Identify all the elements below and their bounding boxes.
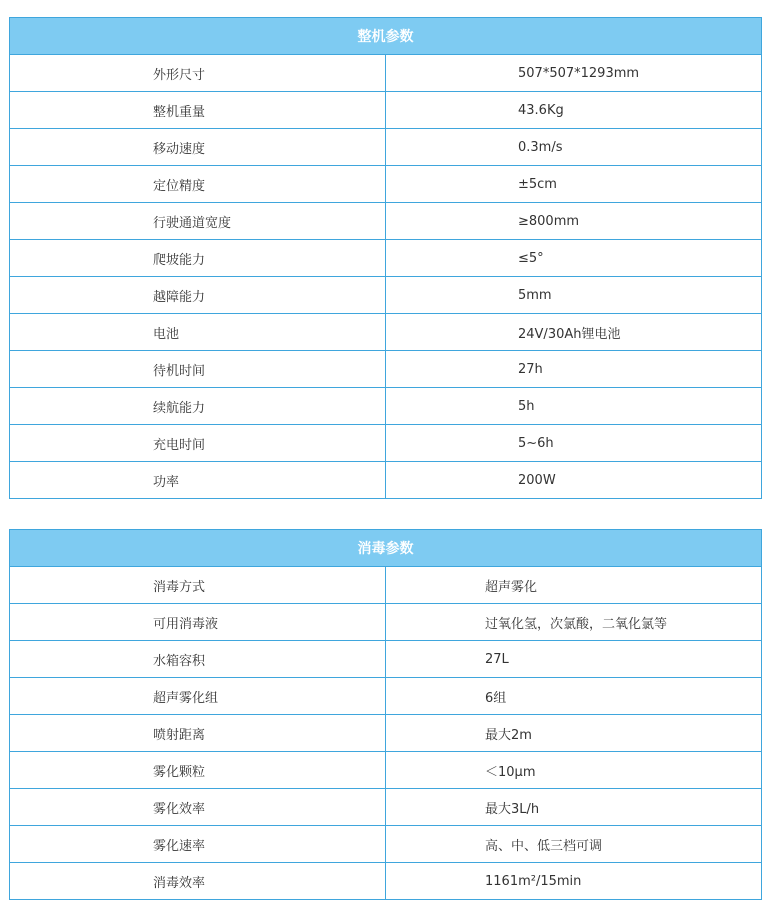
spec-label: 越障能力 (10, 277, 386, 314)
spec-value: ≥800mm (386, 203, 762, 240)
table-row (10, 314, 762, 351)
machine-spec-table (9, 17, 762, 499)
spec-value: 高、中、低三档可调 (386, 826, 762, 863)
spec-value: ＜10μm (386, 752, 762, 789)
spec-label: 喷射距离 (10, 715, 386, 752)
table-header-row (10, 530, 762, 567)
table-row (10, 166, 762, 203)
spec-label: 超声雾化组 (10, 678, 386, 715)
table-header-row (10, 18, 762, 55)
spec-label: 爬坡能力 (10, 240, 386, 277)
spec-value: 24V/30Ah锂电池 (386, 314, 762, 351)
spec-label: 待机时间 (10, 351, 386, 388)
spec-value: 5~6h (386, 425, 762, 462)
table-row (10, 277, 762, 314)
table-row (10, 92, 762, 129)
table-row (10, 351, 762, 388)
spec-value: 43.6Kg (386, 92, 762, 129)
spec-label: 消毒效率 (10, 863, 386, 900)
table-row (10, 678, 762, 715)
spec-label: 可用消毒液 (10, 604, 386, 641)
table-row (10, 425, 762, 462)
spec-value: 超声雾化 (386, 567, 762, 604)
table-row (10, 203, 762, 240)
spec-value: 5mm (386, 277, 762, 314)
spec-value: 27L (386, 641, 762, 678)
table-row (10, 567, 762, 604)
spec-value: 5h (386, 388, 762, 425)
spec-label: 定位精度 (10, 166, 386, 203)
spec-value: 27h (386, 351, 762, 388)
table-row (10, 604, 762, 641)
spec-label: 移动速度 (10, 129, 386, 166)
spec-value: 200W (386, 462, 762, 499)
disinfect-spec-table (9, 529, 762, 900)
spec-value: 1161m²/15min (386, 863, 762, 900)
spec-label: 消毒方式 (10, 567, 386, 604)
spec-label: 功率 (10, 462, 386, 499)
table-row (10, 462, 762, 499)
table-row (10, 752, 762, 789)
spec-value: 最大2m (386, 715, 762, 752)
spec-label: 雾化颗粒 (10, 752, 386, 789)
table-row (10, 863, 762, 900)
spec-value: 507*507*1293mm (386, 55, 762, 92)
machine-spec-title: 整机参数 (10, 18, 762, 55)
spec-label: 续航能力 (10, 388, 386, 425)
table-row (10, 55, 762, 92)
spec-label: 整机重量 (10, 92, 386, 129)
spec-label: 雾化速率 (10, 826, 386, 863)
spec-label: 雾化效率 (10, 789, 386, 826)
table-row (10, 641, 762, 678)
spec-label: 行驶通道宽度 (10, 203, 386, 240)
spec-value: 6组 (386, 678, 762, 715)
spec-label: 电池 (10, 314, 386, 351)
spec-label: 水箱容积 (10, 641, 386, 678)
spec-label: 外形尺寸 (10, 55, 386, 92)
table-row (10, 826, 762, 863)
table-row (10, 789, 762, 826)
spec-value: ±5cm (386, 166, 762, 203)
table-row (10, 129, 762, 166)
spec-value: 过氧化氢，次氯酸，二氧化氯等 (386, 604, 762, 641)
table-row (10, 715, 762, 752)
spec-value: 最大3L/h (386, 789, 762, 826)
table-row (10, 240, 762, 277)
table-row (10, 388, 762, 425)
spec-value: 0.3m/s (386, 129, 762, 166)
disinfect-spec-title: 消毒参数 (10, 530, 762, 567)
spec-label: 充电时间 (10, 425, 386, 462)
spec-value: ≤5° (386, 240, 762, 277)
